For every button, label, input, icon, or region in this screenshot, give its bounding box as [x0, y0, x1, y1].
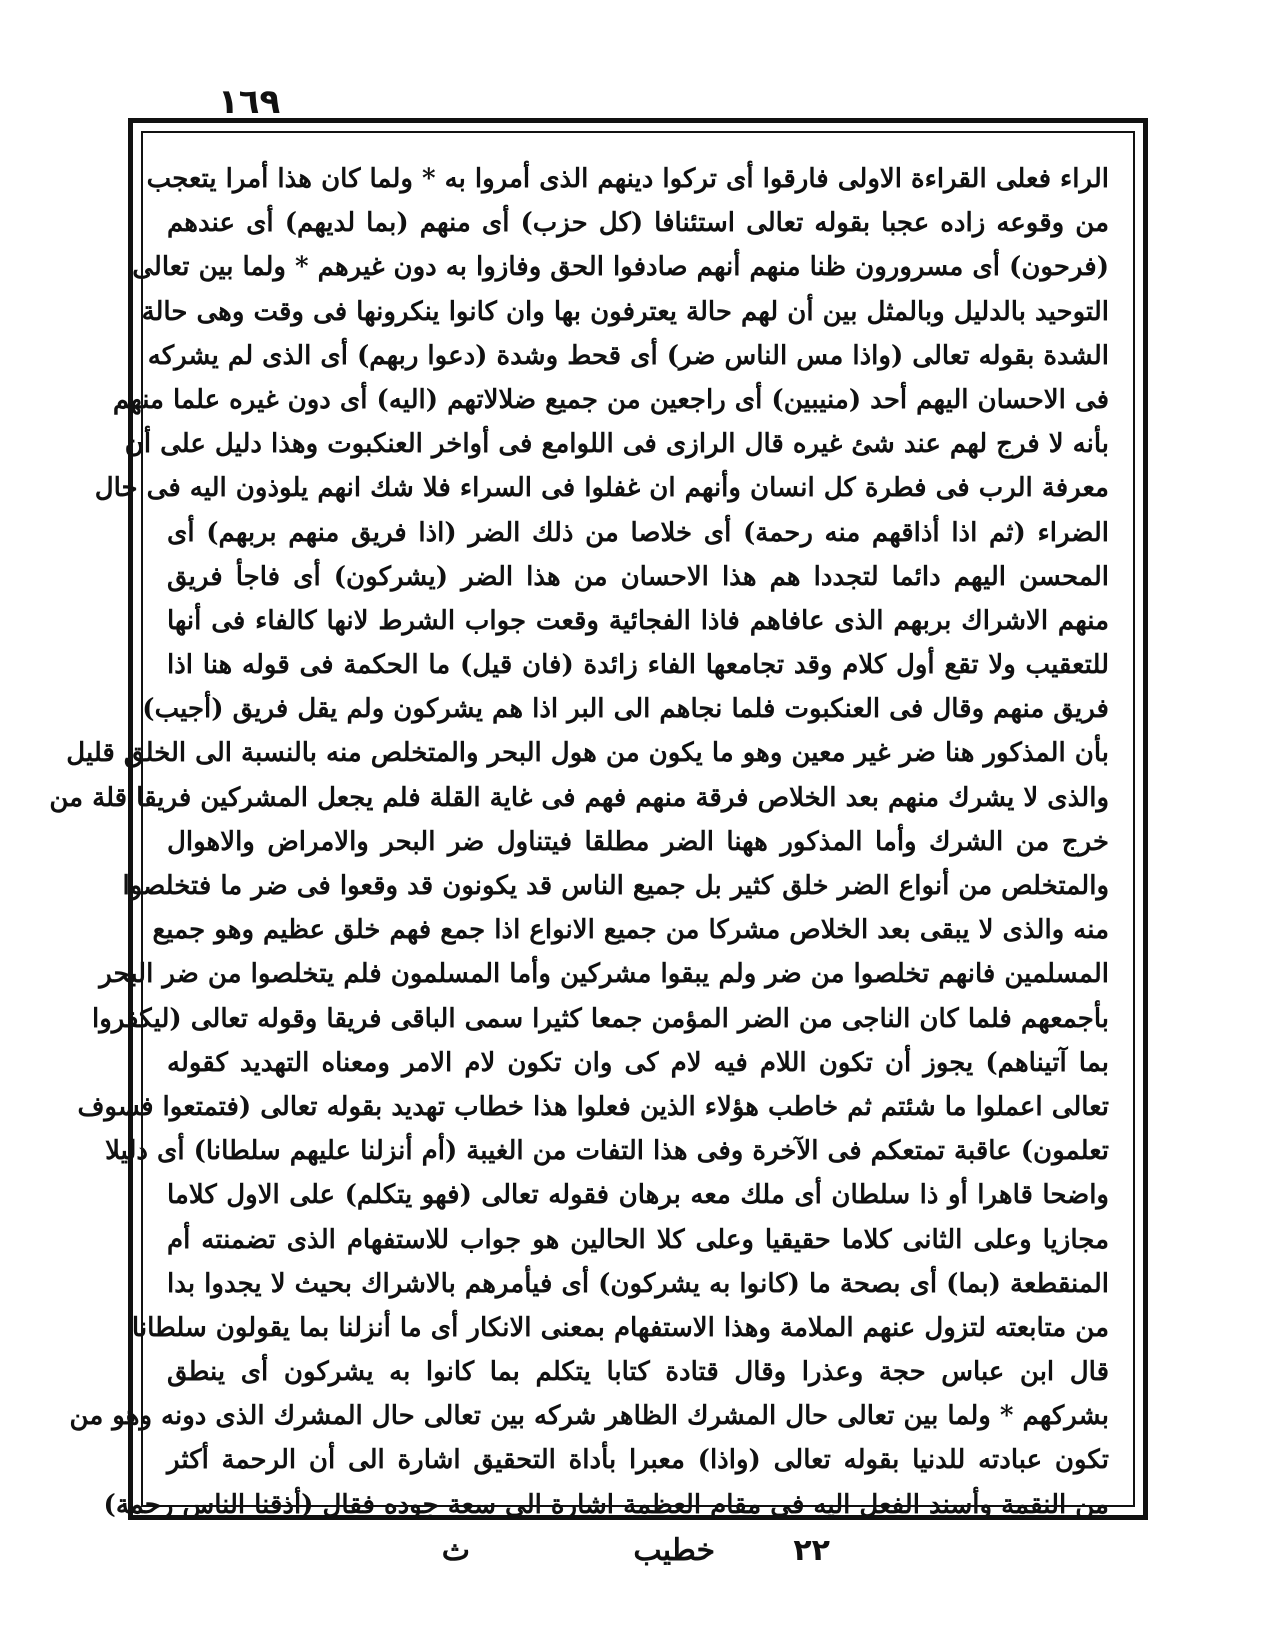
text-line: للتعقيب ولا تقع أول كلام وقد تجامعها الفاء زائدة (فان قيل) ما الحكمة فى قوله هنا اذا [167, 650, 1109, 681]
text-line: من النقمة وأسند الفعل اليه فى مقام العظمة اشارة الى سعة جوده فقال (أذقنا الناس رحمة) [103, 1489, 1109, 1520]
signature-word: خطيب [633, 1533, 715, 1568]
text-line: الضراء (ثم اذا أذاقهم منه رحمة) أى خلاصا من ذلك الضر (اذا فريق منهم بربهم) أى [167, 517, 1109, 548]
text-line: الشدة بقوله تعالى (واذا مس الناس ضر) أى قحط وشدة (دعوا ربهم) أى الذى لم يشركه [147, 340, 1109, 371]
text-line: فريق منهم وقال فى العنكبوت فلما نجاهم الى البر اذا هم يشركون ولم يقل فريق (أجيب) [142, 694, 1109, 725]
text-line: المسلمين فانهم تخلصوا من ضر ولم يبقوا مشركين وأما المسلمون فلم يتخلصوا من ضر البحر [99, 959, 1109, 990]
footer-signature [430, 1533, 830, 1573]
text-line: والمتخلص من أنواع الضر خلق كثير بل جميع الناس قد يكونون قد وقعوا فى ضر ما فتخلصوا [122, 871, 1109, 901]
text-line: تعلمون) عاقبة تمتعكم فى الآخرة وفى هذا التفات من الغيبة (أم أنزلنا عليهم سلطانا) أى دليلا [105, 1136, 1109, 1167]
text-line: بأنه لا فرج لهم عند شئ غيره قال الرازى فى اللوامع فى أواخر العنكبوت وهذا دليل على أن [124, 429, 1109, 460]
text-line: بشركهم * ولما بين تعالى حال المشرك الظاهر شركه بين تعالى حال المشرك الذى دونه وهو من [69, 1401, 1109, 1432]
text-line: مجازيا وعلى الثانى كلاما حقيقيا وعلى كلا الحالين هو جواب للاستفهام الذى تضمنته أم [167, 1224, 1109, 1255]
text-line: التوحيد بالدليل وبالمثل بين أن لهم حالة يعترفون بها وان كانوا ينكرونها فى وقت وهى حالة [141, 296, 1109, 327]
page-frame-inner [49, 131, 1135, 1520]
text-line: منه والذى لا يبقى بعد الخلاص مشركا من جميع الانواع اذا جمع فهم خلق عظيم وهو جميع [152, 915, 1109, 946]
text-line: من متابعته لتزول عنهم الملامة وهذا الاستفهام بمعنى الانكار أى ما أنزلنا بما يقولون سلطانا [131, 1312, 1109, 1343]
text-line: من وقوعه زاده عجبا بقوله تعالى استئنافا (كل حزب) أى منهم (بما لديهم) أى عندهم [167, 208, 1109, 239]
signature-letter: ث [441, 1533, 470, 1568]
text-line: بأن المذكور هنا ضر غير معين وهو ما يكون من هول البحر والمتخلص منه بالنسبة الى الخلق قليل [66, 738, 1109, 769]
text-line: قال ابن عباس حجة وعذرا وقال قتادة كتابا يتكلم بما كانوا به يشركون أى ينطق [167, 1357, 1109, 1388]
text-line: معرفة الرب فى فطرة كل انسان وأنهم ان غفلوا فى السراء فلا شك انهم يلوذون اليه فى حال [94, 473, 1109, 504]
body-text [49, 157, 1110, 1520]
signature-number: ٢٢ [793, 1533, 830, 1568]
text-line: تكون عبادته للدنيا بقوله تعالى (واذا) معبرا بأداة التحقيق اشارة الى أن الرحمة أكثر [167, 1445, 1109, 1476]
text-line: المحسن اليهم دائما لتجددا هم هذا الاحسان من هذا الضر (يشركون) أى فاجأ فريق [167, 561, 1109, 592]
page-number: ١٦٩ [218, 82, 281, 122]
text-line: الراء فعلى القراءة الاولى فارقوا أى تركوا دينهم الذى أمروا به * ولما كان هذا أمرا يتعجب [146, 164, 1109, 194]
page-frame [49, 118, 1148, 1520]
text-line: بما آتيناهم) يجوز أن تكون اللام فيه لام كى وان تكون لام الامر ومعناه التهديد كقوله [167, 1047, 1109, 1078]
text-line: بأجمعهم فلما كان الناجى من الضر المؤمن جمعا كثيرا سمى الباقى فريقا وقوله تعالى (ليكفروا [91, 1003, 1109, 1034]
text-line: واضحا قاهرا أو ذا سلطان أى ملك معه برهان فقوله تعالى (فهو يتكلم) على الاول كلاما [167, 1180, 1109, 1211]
text-line: المنقطعة (بما) أى بصحة ما (كانوا به يشركون) أى فيأمرهم بالاشراك بحيث لا يجدوا بدا [167, 1268, 1110, 1299]
text-line: فى الاحسان اليهم أحد (منيبين) أى راجعين من جميع ضلالاتهم (اليه) أى دون غيره علما منهم [112, 384, 1109, 415]
text-line: خرج من الشرك وأما المذكور ههنا الضر مطلقا فيتناول ضر البحر والامراض والاهوال [167, 826, 1109, 857]
text-line: (فرحون) أى مسرورون ظنا منهم أنهم صادفوا الحق وفازوا به دون غيرهم * ولما بين تعالى [132, 252, 1109, 283]
text-line: منهم الاشراك بربهم الذى عافاهم فاذا الفجائية وقعت جواب الشرط لانها كالفاء فى أنها [167, 605, 1109, 636]
text-line: تعالى اعملوا ما شئتم ثم خاطب هؤلاء الذين فعلوا هذا خطاب تهديد بقوله تعالى (فتمتعوا فسوف [77, 1091, 1109, 1122]
text-line: والذى لا يشرك منهم بعد الخلاص فرقة منهم فهم فى غاية القلة فلم يجعل المشركين فريقا قلة من [49, 782, 1109, 813]
